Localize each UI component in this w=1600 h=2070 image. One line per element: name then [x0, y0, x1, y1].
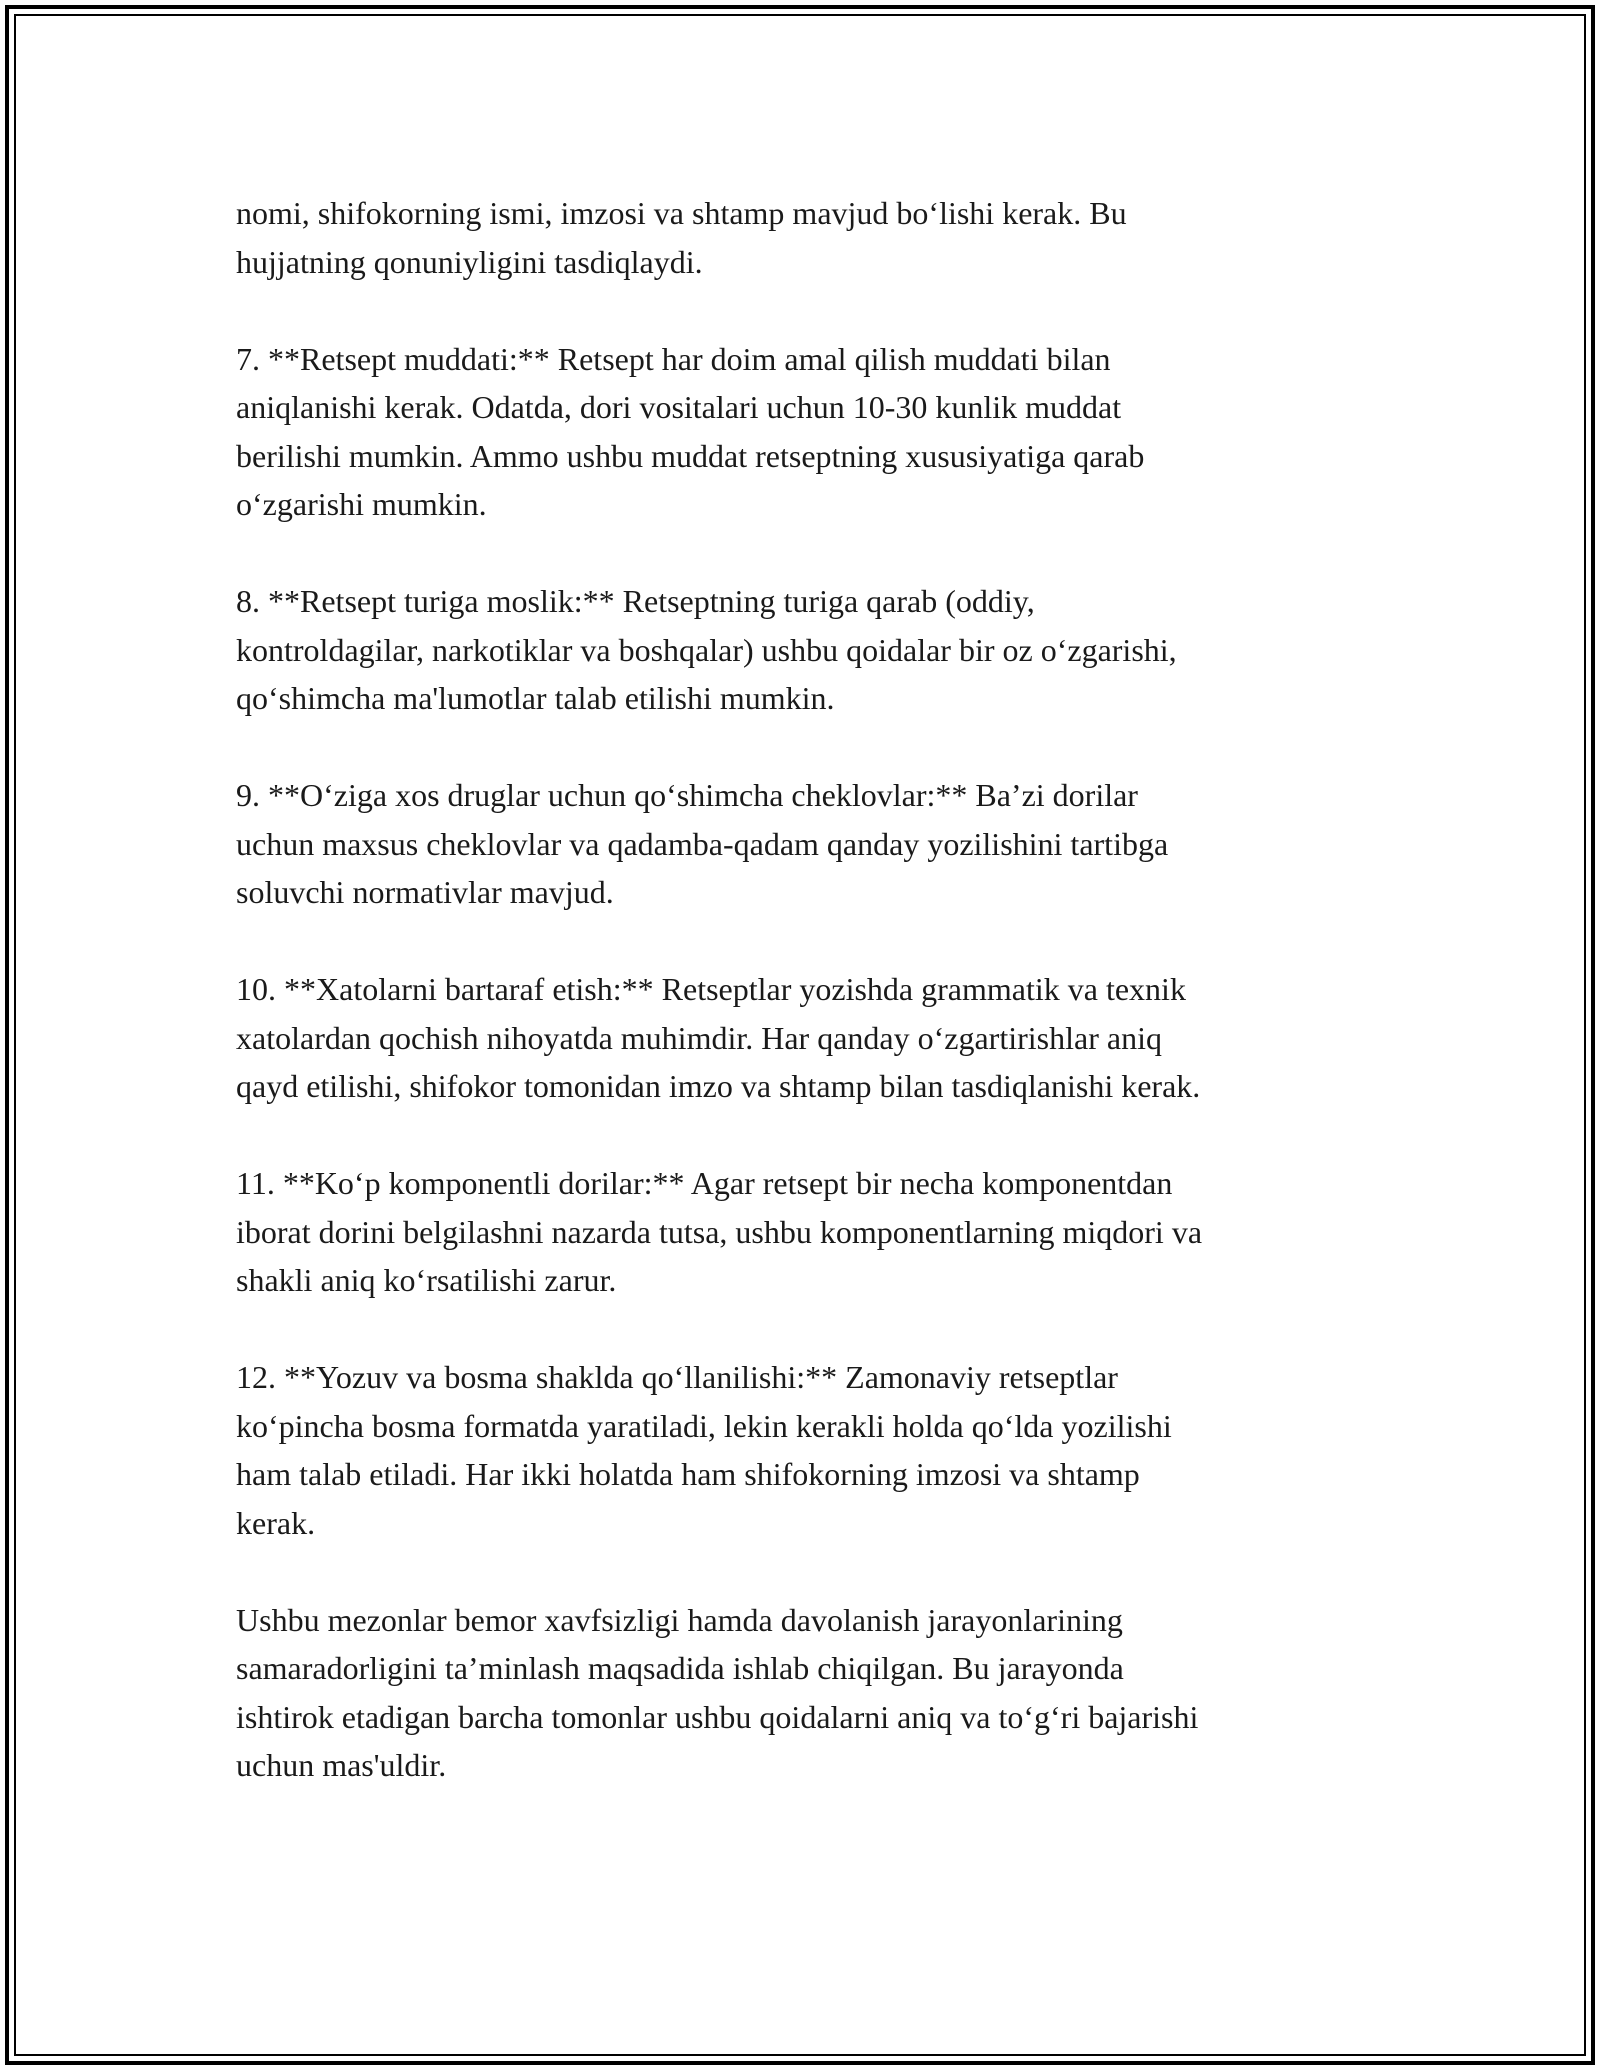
- text-line: ishtirok etadigan barcha tomonlar ushbu qoidalarni aniq va to‘g‘ri bajarishi: [236, 1698, 1199, 1735]
- text-line: 11. **Ko‘p komponentli dorilar:** Agar retsept bir necha komponentdan: [236, 1165, 1173, 1201]
- text-line: 8. **Retsept turiga moslik:** Retseptning turiga qarab (oddiy,: [236, 583, 1035, 619]
- text-line: kerak.: [236, 1504, 316, 1541]
- text-line: 7. **Retsept muddati:** Retsept har doim amal qilish muddati bilan: [236, 340, 1111, 377]
- text-line: uchun maxsus cheklovlar va qadamba-qadam qanday yozilishini tartibga: [236, 825, 1169, 862]
- text-line: shakli aniq ko‘rsatilishi zarur.: [236, 1262, 617, 1298]
- paragraph-item-10: [236, 965, 1396, 1111]
- text-line: 12. **Yozuv va bosma shaklda qo‘llanilishi:** Zamonaviy retseptlar: [236, 1359, 1118, 1395]
- text-line: uchun mas'uldir.: [236, 1747, 447, 1783]
- text-line: ham talab etiladi. Har ikki holatda ham shifokorning imzosi va shtamp: [236, 1456, 1140, 1492]
- paragraph-item-7: [236, 335, 1396, 529]
- text-line: iborat dorini belgilashni nazarda tutsa, ushbu komponentlarning miqdori va: [236, 1213, 1203, 1250]
- paragraph-item-11: [236, 1159, 1396, 1305]
- text-line: kontroldagilar, narkotiklar va boshqalar) ushbu qoidalar bir oz o‘zgarishi,: [236, 631, 1177, 668]
- text-line: qayd etilishi, shifokor tomonidan imzo va shtamp bilan tasdiqlanishi kerak.: [236, 1068, 1201, 1104]
- text-line: xatolardan qochish nihoyatda muhimdir. Har qanday o‘zgartirishlar aniq: [236, 1019, 1162, 1056]
- text-line: Ushbu mezonlar bemor xavfsizligi hamda davolanish jarayonlarining: [236, 1601, 1123, 1638]
- paragraph-item-9: [236, 771, 1396, 917]
- paragraph-conclusion: [236, 1596, 1396, 1790]
- text-line: hujjatning qonuniyligini tasdiqlaydi.: [236, 243, 703, 280]
- text-line: soluvchi normativlar mavjud.: [236, 874, 614, 910]
- text-line: samaradorligini ta’minlash maqsadida ishlab chiqilgan. Bu jarayonda: [236, 1650, 1124, 1686]
- paragraph-item-8: [236, 577, 1396, 723]
- text-line: aniqlanishi kerak. Odatda, dori vositalari uchun 10-30 kunlik muddat: [236, 389, 1122, 425]
- text-line: nomi, shifokorning ismi, imzosi va shtamp mavjud bo‘lishi kerak. Bu: [236, 195, 1127, 231]
- text-line: 9. **O‘ziga xos druglar uchun qo‘shimcha cheklovlar:** Ba’zi dorilar: [236, 777, 1138, 813]
- text-line: qo‘shimcha ma'lumotlar talab etilishi mumkin.: [236, 680, 835, 716]
- paragraph-item-12: [236, 1353, 1396, 1547]
- paragraph-signature-requirements: [236, 189, 1396, 286]
- text-line: berilishi mumkin. Ammo ushbu muddat retseptning xususiyatiga qarab: [236, 437, 1145, 474]
- text-line: 10. **Xatolarni bartaraf etish:** Retseptlar yozishda grammatik va texnik: [236, 971, 1186, 1007]
- text-line: o‘zgarishi mumkin.: [236, 486, 487, 522]
- text-line: ko‘pincha bosma formatda yaratiladi, lekin kerakli holda qo‘lda yozilishi: [236, 1407, 1172, 1444]
- document-body: [236, 189, 1396, 1790]
